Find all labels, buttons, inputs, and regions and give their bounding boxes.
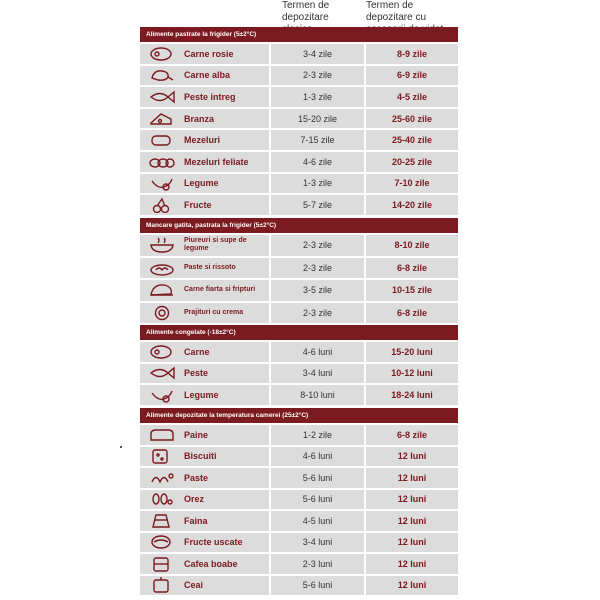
food-name: Paine xyxy=(184,429,209,440)
table-row xyxy=(140,490,458,512)
table-row xyxy=(140,576,458,598)
food-name-cell xyxy=(140,342,269,362)
biscuit-icon xyxy=(148,448,176,464)
vacuum-storage-cell xyxy=(366,468,458,488)
table-row xyxy=(140,364,458,386)
vacuum-storage-value: 6-9 zile xyxy=(396,70,427,81)
vacuum-storage-value: 6-8 zile xyxy=(396,307,427,318)
classic-storage-value: 5-6 luni xyxy=(302,580,333,591)
food-name-cell xyxy=(140,66,269,86)
classic-storage-cell xyxy=(271,130,364,150)
section-header: Alimente congelate (-18±2°C) xyxy=(140,325,458,340)
stray-dot xyxy=(120,446,122,448)
roast-icon xyxy=(148,282,176,298)
flour-icon xyxy=(148,513,176,529)
classic-storage-cell xyxy=(271,66,364,86)
vacuum-storage-cell xyxy=(366,235,458,256)
classic-storage-cell xyxy=(271,554,364,574)
classic-storage-value: 1-3 zile xyxy=(302,178,332,189)
classic-storage-cell xyxy=(271,425,364,445)
vacuum-storage-cell xyxy=(366,576,458,596)
food-name: Ceai xyxy=(184,580,204,591)
pasta-plate-icon xyxy=(148,260,176,276)
food-name-cell xyxy=(140,533,269,553)
food-name: Peste intreg xyxy=(184,91,236,102)
table-row xyxy=(140,342,458,364)
vacuum-storage-value: 8-10 zile xyxy=(394,240,430,251)
food-name-cell xyxy=(140,109,269,129)
vacuum-storage-cell xyxy=(366,511,458,531)
sausage-icon xyxy=(148,132,176,148)
vacuum-storage-cell xyxy=(366,109,458,129)
classic-storage-value: 5-6 luni xyxy=(302,494,333,505)
vacuum-storage-value: 6-8 zile xyxy=(396,262,427,273)
food-name: Legume xyxy=(184,389,219,400)
table-row xyxy=(140,511,458,533)
classic-storage-value: 4-6 luni xyxy=(302,451,333,462)
vacuum-storage-cell xyxy=(366,130,458,150)
vacuum-storage-cell xyxy=(366,66,458,86)
section-header: Alimente depozitate la temperatura camerei (25±2°C) xyxy=(140,408,458,423)
food-name: Piureuri si supe de legume xyxy=(184,237,247,253)
dried-fruit-icon xyxy=(148,534,176,550)
classic-storage-cell xyxy=(271,447,364,467)
classic-storage-value: 4-6 zile xyxy=(302,156,332,167)
food-name: Legume xyxy=(184,178,219,189)
vacuum-storage-cell xyxy=(366,447,458,467)
vacuum-storage-value: 18-24 luni xyxy=(391,389,433,400)
section-header: Mancare gatita, pastrata la frigider (5±2°C) xyxy=(140,218,458,233)
vacuum-storage-value: 20-25 zile xyxy=(391,156,433,167)
classic-storage-cell xyxy=(271,195,364,215)
food-name-cell xyxy=(140,130,269,150)
table-row xyxy=(140,533,458,555)
food-name-cell xyxy=(140,511,269,531)
column-header-classic: Termen de depozitare xyxy=(282,0,330,23)
vegetables-icon xyxy=(148,387,176,403)
table-row xyxy=(140,66,458,88)
table-row xyxy=(140,258,458,281)
vacuum-storage-value: 7-10 zile xyxy=(394,178,430,189)
food-name-cell xyxy=(140,44,269,64)
vacuum-storage-value: 12 luni xyxy=(397,494,427,505)
vacuum-storage-value: 4-5 zile xyxy=(396,91,427,102)
food-name-cell xyxy=(140,364,269,384)
classic-storage-cell xyxy=(271,87,364,107)
food-name: Orez xyxy=(184,494,205,505)
table-row xyxy=(140,385,458,407)
food-name-cell xyxy=(140,87,269,107)
food-name-cell xyxy=(140,490,269,510)
food-name-cell xyxy=(140,174,269,194)
classic-storage-cell xyxy=(271,342,364,362)
vacuum-storage-cell xyxy=(366,425,458,445)
table-row xyxy=(140,468,458,490)
classic-storage-value: 3-5 zile xyxy=(302,285,332,296)
food-name-cell xyxy=(140,447,269,467)
vacuum-storage-value: 12 luni xyxy=(397,472,427,483)
classic-storage-value: 3-4 luni xyxy=(302,368,333,379)
classic-storage-value: 4-5 luni xyxy=(302,515,333,526)
rice-icon xyxy=(148,491,176,507)
classic-storage-cell xyxy=(271,152,364,172)
vacuum-storage-value: 10-15 zile xyxy=(391,285,433,296)
classic-storage-value: 5-6 luni xyxy=(302,472,333,483)
vacuum-storage-cell xyxy=(366,280,458,301)
classic-storage-cell xyxy=(271,533,364,553)
food-name: Prajituri cu crema xyxy=(184,308,244,316)
food-name-cell xyxy=(140,258,269,279)
table-row xyxy=(140,87,458,109)
vacuum-storage-cell xyxy=(366,195,458,215)
table-row xyxy=(140,152,458,174)
food-name: Fructe uscate xyxy=(184,537,243,548)
classic-storage-cell xyxy=(271,303,364,324)
classic-storage-value: 15-20 zile xyxy=(297,113,338,124)
vacuum-storage-value: 25-40 zile xyxy=(391,135,433,146)
table-row xyxy=(140,235,458,258)
food-name: Biscuiti xyxy=(184,451,217,462)
food-name: Paste xyxy=(184,472,209,483)
table-row xyxy=(140,44,458,66)
food-name: Faina xyxy=(184,515,208,526)
food-name-cell xyxy=(140,554,269,574)
food-name-cell xyxy=(140,385,269,405)
classic-storage-cell xyxy=(271,511,364,531)
table-row xyxy=(140,280,458,303)
food-name-cell xyxy=(140,195,269,215)
vacuum-storage-cell xyxy=(366,554,458,574)
vacuum-storage-value: 10-12 luni xyxy=(391,368,433,379)
classic-storage-cell xyxy=(271,576,364,596)
chicken-icon xyxy=(148,67,176,83)
table-row xyxy=(140,447,458,469)
vacuum-storage-value: 12 luni xyxy=(397,537,427,548)
food-name: Fructe xyxy=(184,199,212,210)
classic-storage-cell xyxy=(271,174,364,194)
fish-icon xyxy=(148,365,176,381)
classic-storage-value: 5-7 zile xyxy=(302,199,332,210)
table-row xyxy=(140,109,458,131)
bread-icon xyxy=(148,427,176,443)
food-name-cell xyxy=(140,280,269,301)
classic-storage-value: 1-3 zile xyxy=(302,91,332,102)
food-name: Mezeluri feliate xyxy=(184,156,249,167)
classic-storage-value: 3-4 zile xyxy=(302,48,332,59)
table-row xyxy=(140,425,458,447)
classic-storage-cell xyxy=(271,490,364,510)
food-name: Mezeluri xyxy=(184,135,221,146)
vegetables-icon xyxy=(148,175,176,191)
vacuum-storage-value: 12 luni xyxy=(397,580,427,591)
food-name-cell xyxy=(140,468,269,488)
fish-icon xyxy=(148,89,176,105)
column-header-vacuum: Termen de depozitare cu xyxy=(366,0,427,23)
food-name: Paste si rissoto xyxy=(184,263,236,271)
vacuum-storage-value: 12 luni xyxy=(397,451,427,462)
cherries-icon xyxy=(148,197,176,213)
classic-storage-value: 2-3 luni xyxy=(302,558,333,569)
vacuum-storage-value: 12 luni xyxy=(397,515,427,526)
section-header: Alimente pastrate la frigider (5±2°C) xyxy=(140,27,458,42)
food-name: Carne rosie xyxy=(184,48,234,59)
food-name: Carne fiarta si fripturi xyxy=(184,286,256,294)
steak-icon xyxy=(148,344,176,360)
food-name: Carne xyxy=(184,346,210,357)
vacuum-storage-cell xyxy=(366,490,458,510)
classic-storage-cell xyxy=(271,44,364,64)
vacuum-storage-cell xyxy=(366,152,458,172)
food-name-cell xyxy=(140,303,269,324)
tea-icon xyxy=(148,577,176,593)
classic-storage-cell xyxy=(271,235,364,256)
classic-storage-value: 7-15 zile xyxy=(300,135,335,146)
food-name: Peste xyxy=(184,368,209,379)
vacuum-storage-value: 14-20 zile xyxy=(391,199,433,210)
cake-icon xyxy=(148,305,176,321)
vacuum-storage-cell xyxy=(366,303,458,324)
classic-storage-value: 1-2 zile xyxy=(302,429,332,440)
classic-storage-cell xyxy=(271,109,364,129)
classic-storage-cell xyxy=(271,364,364,384)
classic-storage-value: 2-3 zile xyxy=(302,240,332,251)
classic-storage-cell xyxy=(271,258,364,279)
classic-storage-value: 2-3 zile xyxy=(302,70,332,81)
food-name: Branza xyxy=(184,113,215,124)
food-name: Carne alba xyxy=(184,70,231,81)
vacuum-storage-cell xyxy=(366,342,458,362)
food-name-cell xyxy=(140,425,269,445)
table-row xyxy=(140,130,458,152)
coffee-icon xyxy=(148,556,176,572)
vacuum-storage-cell xyxy=(366,364,458,384)
vacuum-storage-cell xyxy=(366,174,458,194)
classic-storage-value: 2-3 zile xyxy=(302,307,332,318)
classic-storage-cell xyxy=(271,468,364,488)
pasta-icon xyxy=(148,470,176,486)
classic-storage-cell xyxy=(271,385,364,405)
food-name-cell xyxy=(140,152,269,172)
vacuum-storage-cell xyxy=(366,87,458,107)
classic-storage-value: 8-10 luni xyxy=(300,389,335,400)
vacuum-storage-value: 8-9 zile xyxy=(396,48,427,59)
classic-storage-cell xyxy=(271,280,364,301)
table-row xyxy=(140,174,458,196)
classic-storage-value: 4-6 luni xyxy=(302,346,333,357)
sliced-sausage-icon xyxy=(148,154,176,170)
food-name: Cafea boabe xyxy=(184,558,238,569)
vacuum-storage-cell xyxy=(366,385,458,405)
classic-storage-value: 3-4 luni xyxy=(302,537,333,548)
table-row xyxy=(140,195,458,217)
vacuum-storage-cell xyxy=(366,533,458,553)
soup-bowl-icon xyxy=(148,237,176,253)
steak-icon xyxy=(148,46,176,62)
vacuum-storage-value: 15-20 luni xyxy=(391,346,433,357)
vacuum-storage-value: 6-8 zile xyxy=(396,429,427,440)
food-name-cell xyxy=(140,235,269,256)
vacuum-storage-cell xyxy=(366,258,458,279)
table-row xyxy=(140,303,458,326)
cheese-icon xyxy=(148,111,176,127)
table-row xyxy=(140,554,458,576)
classic-storage-value: 2-3 zile xyxy=(302,262,332,273)
vacuum-storage-value: 25-60 zile xyxy=(391,113,433,124)
vacuum-storage-value: 12 luni xyxy=(397,558,427,569)
food-name-cell xyxy=(140,576,269,596)
vacuum-storage-cell xyxy=(366,44,458,64)
